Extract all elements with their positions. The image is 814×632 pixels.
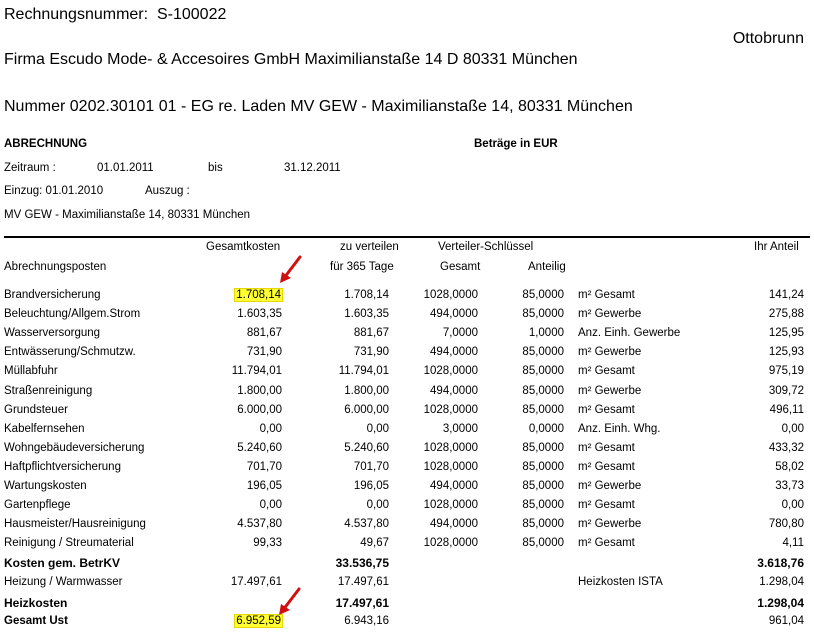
row-total-cost: 0,00	[259, 423, 282, 435]
row-your-share: 0,00	[781, 499, 804, 511]
row-key-total: 494,0000	[430, 518, 478, 530]
row-your-share: 125,95	[768, 327, 804, 339]
heating-row	[0, 574, 814, 593]
table-row	[0, 325, 814, 344]
heating-dist: 17.497,61	[337, 576, 389, 588]
row-total-cost: 1.708,14	[236, 289, 281, 301]
row-total-cost: 99,33	[253, 537, 282, 549]
property-line: Nummer 0202.30101 01 - EG re. Laden MV GEW - Maximilianstaße 14, 80331 München	[4, 98, 633, 115]
table-row	[0, 344, 814, 363]
row-distributed: 0,00	[366, 423, 389, 435]
ust-share: 961,04	[768, 615, 804, 627]
row-your-share: 433,32	[768, 442, 804, 454]
row-total-cost: 196,05	[246, 480, 282, 492]
row-key-unit: Anz. Einh. Whg.	[578, 423, 661, 435]
table-row	[0, 402, 814, 421]
heating-total: 17.497,61	[230, 576, 282, 588]
row-total-cost: 1.800,00	[237, 385, 282, 397]
row-item-name: Entwässerung/Schmutzw.	[4, 346, 136, 358]
row-distributed: 881,67	[353, 327, 389, 339]
row-key-total: 1028,0000	[423, 365, 478, 377]
arrow-icon-top	[278, 254, 304, 286]
row-distributed: 4.537,80	[344, 518, 389, 530]
row-distributed: 701,70	[353, 461, 389, 473]
row-distributed: 1.708,14	[344, 289, 389, 301]
row-key-unit: m² Gesamt	[578, 442, 635, 454]
row-key-total: 494,0000	[430, 346, 478, 358]
row-distributed: 5.240,60	[344, 442, 389, 454]
address: MV GEW - Maximilianstaße 14, 80331 München	[4, 209, 251, 221]
row-key-share: 85,0000	[522, 537, 564, 549]
section-title: ABRECHNUNG	[4, 138, 88, 150]
row-key-unit: m² Gesamt	[578, 499, 635, 511]
row-key-share: 85,0000	[522, 346, 564, 358]
row-total-cost: 5.240,60	[237, 442, 282, 454]
period-to: 31.12.2011	[284, 162, 341, 174]
move-in: Einzug: 01.01.2010	[4, 185, 104, 197]
row-total-cost: 11.794,01	[231, 365, 282, 377]
row-key-unit: m² Gewerbe	[578, 518, 642, 530]
heizkosten-row	[0, 594, 814, 613]
row-key-unit: m² Gewerbe	[578, 385, 642, 397]
row-key-unit: Anz. Einh. Gewerbe	[578, 327, 681, 339]
row-your-share: 125,93	[768, 346, 804, 358]
row-key-share: 1,0000	[528, 327, 564, 339]
row-key-unit: m² Gewerbe	[578, 308, 642, 320]
row-item-name: Straßenreinigung	[4, 385, 93, 397]
row-key-total: 1028,0000	[423, 289, 478, 301]
row-total-cost: 1.603,35	[237, 308, 282, 320]
row-key-share: 85,0000	[522, 404, 564, 416]
ust-row	[0, 613, 814, 632]
row-key-share: 85,0000	[522, 442, 564, 454]
row-total-cost: 731,90	[246, 346, 282, 358]
period-to-label: bis	[208, 162, 223, 174]
row-key-unit: m² Gesamt	[578, 404, 635, 416]
row-distributed: 0,00	[366, 499, 389, 511]
table-row	[0, 363, 814, 382]
row-key-unit: m² Gesamt	[578, 461, 635, 473]
period-from: 01.01.2011	[97, 162, 154, 174]
ust-label: Gesamt Ust	[4, 615, 68, 627]
arrow-icon-bottom	[277, 586, 303, 618]
row-item-name: Reinigung / Streumaterial	[4, 537, 134, 549]
row-your-share: 4,11	[782, 537, 804, 549]
table-row	[0, 459, 814, 478]
row-item-name: Gartenpflege	[4, 499, 71, 511]
invoice-number: S-100022	[156, 6, 227, 23]
row-key-total: 3,0000	[442, 423, 478, 435]
row-distributed: 49,67	[360, 537, 389, 549]
heizkosten-dist: 17.497,61	[335, 596, 389, 610]
heating-share: 1.298,04	[759, 576, 804, 588]
heizkosten-share: 1.298,04	[757, 596, 804, 610]
row-distributed: 11.794,01	[338, 365, 389, 377]
table-row	[0, 516, 814, 535]
row-key-share: 0,0000	[528, 423, 564, 435]
row-key-unit: m² Gesamt	[578, 537, 635, 549]
row-key-share: 85,0000	[522, 499, 564, 511]
row-item-name: Haftpflichtversicherung	[4, 461, 121, 473]
city: Ottobrunn	[732, 30, 804, 47]
move-out: Auszug :	[145, 185, 190, 197]
betrkv-share: 3.618,76	[757, 556, 804, 570]
row-total-cost: 0,00	[259, 499, 282, 511]
row-total-cost: 6.000,00	[237, 404, 282, 416]
header-rule	[4, 236, 810, 238]
row-key-unit: m² Gesamt	[578, 289, 635, 301]
row-total-cost: 881,67	[246, 327, 282, 339]
col-key-total: Gesamt	[440, 261, 481, 273]
currency-note: Beträge in EUR	[474, 138, 558, 150]
row-your-share: 309,72	[768, 385, 804, 397]
row-key-total: 1028,0000	[423, 537, 478, 549]
betrkv-dist: 33.536,75	[335, 556, 389, 570]
row-your-share: 141,24	[768, 289, 804, 301]
col-key-share: Anteilig	[528, 261, 566, 273]
row-your-share: 0,00	[781, 423, 804, 435]
row-key-total: 7,0000	[442, 327, 478, 339]
row-key-total: 1028,0000	[423, 442, 478, 454]
col-item: Abrechnungsposten	[4, 261, 107, 273]
company-line: Firma Escudo Mode- & Accesoires GmbH Maximilianstaße 14 D 80331 München	[4, 51, 578, 68]
heating-label: Heizung / Warmwasser	[4, 576, 123, 588]
row-key-total: 1028,0000	[423, 499, 478, 511]
col-key-group: Verteiler-Schlüssel	[438, 241, 534, 253]
col-your-share: Ihr Anteil	[754, 241, 799, 253]
row-key-share: 85,0000	[522, 365, 564, 377]
row-distributed: 196,05	[353, 480, 389, 492]
row-total-cost: 701,70	[246, 461, 282, 473]
betrkv-row	[0, 554, 814, 573]
row-key-share: 85,0000	[522, 461, 564, 473]
row-your-share: 496,11	[769, 404, 804, 416]
period-label: Zeitraum :	[4, 162, 56, 174]
row-distributed: 1.603,35	[344, 308, 389, 320]
table-row	[0, 421, 814, 440]
row-item-name: Wohngebäudeversicherung	[4, 442, 145, 454]
ust-dist: 6.943,16	[344, 615, 389, 627]
row-key-share: 85,0000	[522, 385, 564, 397]
row-item-name: Grundsteuer	[4, 404, 68, 416]
row-key-unit: m² Gewerbe	[578, 346, 642, 358]
row-distributed: 6.000,00	[344, 404, 389, 416]
row-key-unit: m² Gewerbe	[578, 480, 642, 492]
row-your-share: 33,73	[775, 480, 804, 492]
row-your-share: 58,02	[775, 461, 804, 473]
row-item-name: Müllabfuhr	[4, 365, 58, 377]
row-key-share: 85,0000	[522, 289, 564, 301]
row-key-total: 1028,0000	[423, 461, 478, 473]
row-key-total: 1028,0000	[423, 404, 478, 416]
row-key-share: 85,0000	[522, 308, 564, 320]
row-key-total: 494,0000	[430, 480, 478, 492]
table-row	[0, 287, 814, 306]
row-item-name: Wartungskosten	[4, 480, 87, 492]
table-row	[0, 306, 814, 325]
row-your-share: 780,80	[768, 518, 804, 530]
row-key-total: 494,0000	[430, 385, 478, 397]
row-key-total: 494,0000	[430, 308, 478, 320]
invoice-label: Rechnungsnummer: S-100022	[4, 6, 227, 23]
row-total-cost: 4.537,80	[237, 518, 282, 530]
col-distribute: zu verteilen	[340, 241, 399, 253]
row-key-share: 85,0000	[522, 518, 564, 530]
betrkv-label: Kosten gem. BetrKV	[4, 556, 121, 570]
row-item-name: Wasserversorgung	[4, 327, 101, 339]
row-your-share: 275,88	[768, 308, 804, 320]
col-days: für 365 Tage	[330, 261, 394, 273]
heizkosten-label: Heizkosten	[4, 596, 68, 610]
row-key-share: 85,0000	[522, 480, 564, 492]
ust-total-highlight: 6.952,59	[236, 615, 281, 627]
table-row	[0, 497, 814, 516]
row-distributed: 731,90	[353, 346, 389, 358]
heating-unit: Heizkosten ISTA	[578, 576, 663, 588]
table-row	[0, 383, 814, 402]
row-item-name: Kabelfernsehen	[4, 423, 85, 435]
table-row	[0, 535, 814, 554]
row-item-name: Hausmeister/Hausreinigung	[4, 518, 146, 530]
row-your-share: 975,19	[768, 365, 804, 377]
row-distributed: 1.800,00	[344, 385, 389, 397]
row-item-name: Brandversicherung	[4, 289, 101, 301]
table-row	[0, 440, 814, 459]
row-key-unit: m² Gesamt	[578, 365, 635, 377]
row-item-name: Beleuchtung/Allgem.Strom	[4, 308, 141, 320]
col-total: Gesamtkosten	[206, 241, 281, 253]
table-row	[0, 478, 814, 497]
